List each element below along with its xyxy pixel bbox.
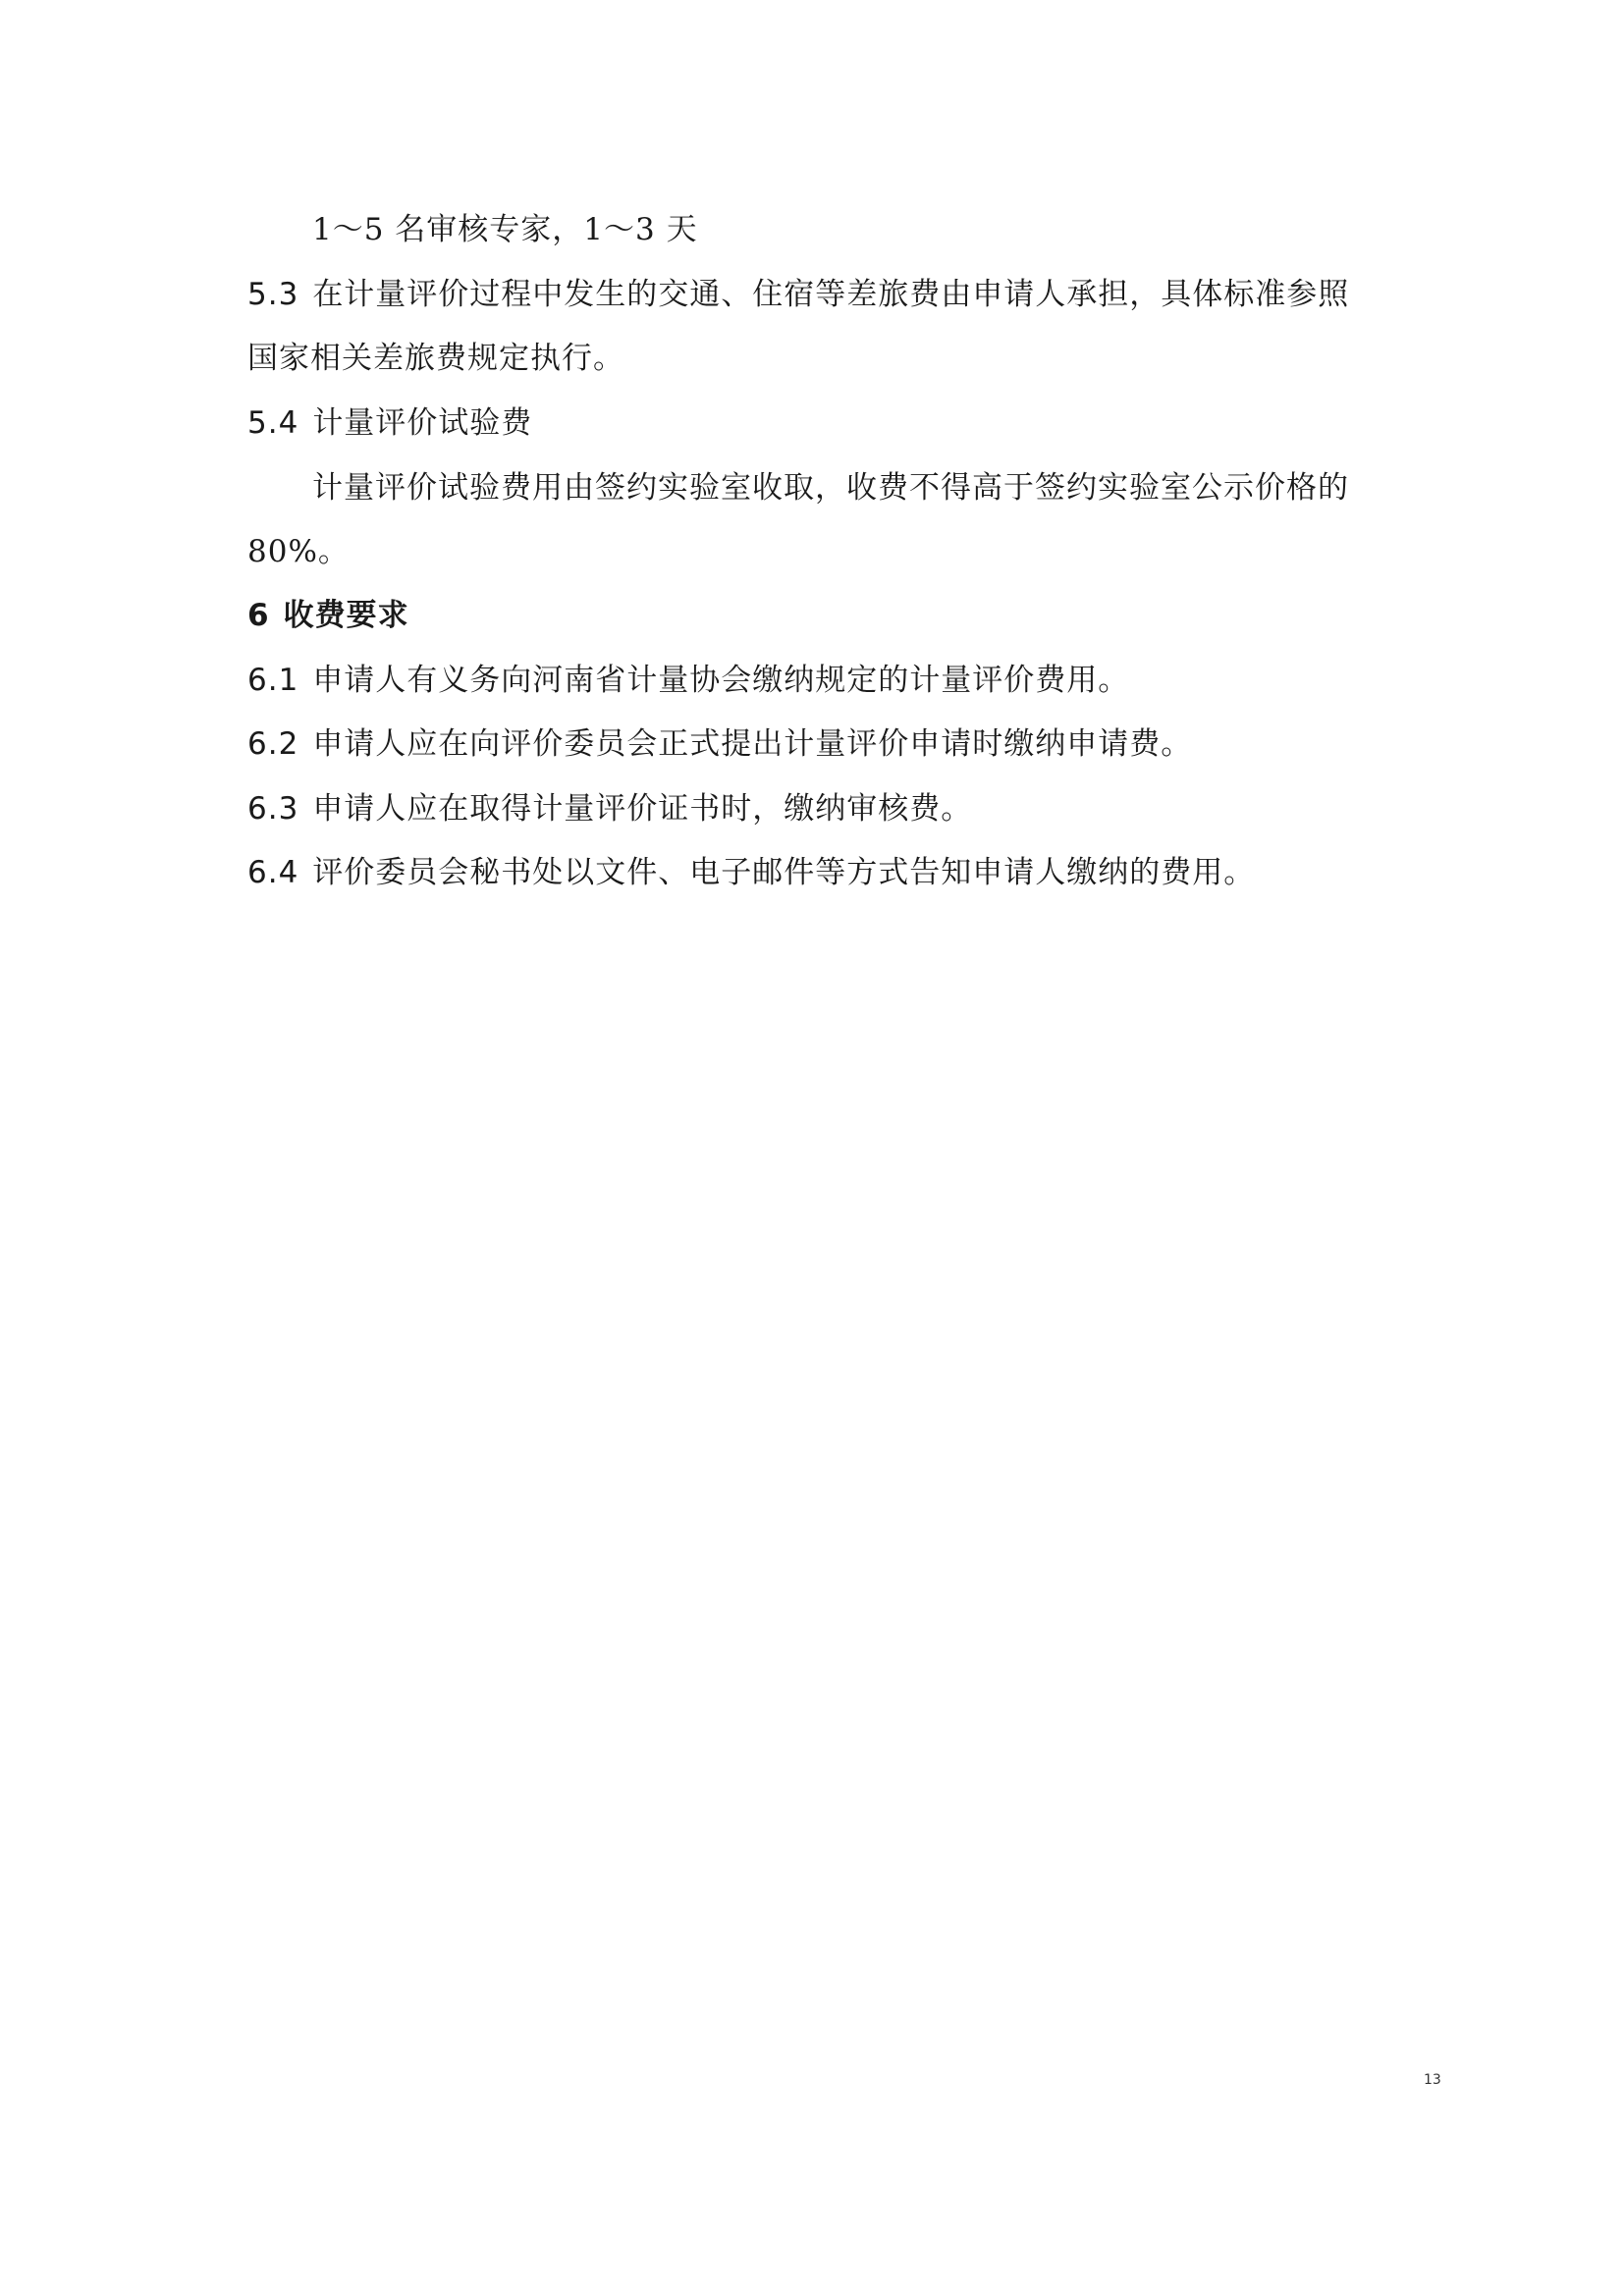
clause-6-4 xyxy=(247,853,1255,892)
section-heading-6 xyxy=(247,596,409,635)
clause-6-3 xyxy=(247,789,972,828)
clause-5-4 xyxy=(247,403,532,443)
line-text: 1～5 名审核专家，1～3 天 xyxy=(312,212,698,247)
page-number: 13 xyxy=(1424,2072,1441,2088)
clause-5-3-continued xyxy=(247,339,624,378)
clause-number: 6.4 xyxy=(247,855,299,890)
clause-5-4-body-continued xyxy=(247,532,350,571)
clause-text: 申请人应在取得计量评价证书时，缴纳审核费。 xyxy=(312,791,973,827)
clause-text: 计量评价试验费用由签约实验室收取，收费不得高于签约实验室公示价格的 xyxy=(312,470,1349,506)
clause-number: 6.2 xyxy=(247,726,299,762)
clause-text: 计量评价试验费 xyxy=(312,405,533,441)
clause-6-2 xyxy=(247,724,1192,764)
clause-6-1 xyxy=(247,661,1129,700)
clause-number: 5.4 xyxy=(247,405,299,441)
fee-detail-line xyxy=(312,210,698,249)
clause-number: 5.3 xyxy=(247,277,299,312)
clause-number: 6.3 xyxy=(247,791,299,827)
section-title: 收费要求 xyxy=(283,598,409,633)
clause-5-4-body xyxy=(312,468,1349,507)
clause-text: 申请人有义务向河南省计量协会缴纳规定的计量评价费用。 xyxy=(312,663,1130,698)
clause-text: 在计量评价过程中发生的交通、住宿等差旅费由申请人承担，具体标准参照 xyxy=(312,277,1350,312)
clause-text: 国家相关差旅费规定执行。 xyxy=(247,341,624,376)
clause-number: 6.1 xyxy=(247,663,299,698)
clause-text: 80%。 xyxy=(247,534,350,569)
clause-text: 评价委员会秘书处以文件、电子邮件等方式告知申请人缴纳的费用。 xyxy=(312,855,1256,890)
clause-5-3 xyxy=(247,275,1349,314)
section-number: 6 xyxy=(247,598,270,633)
clause-text: 申请人应在向评价委员会正式提出计量评价申请时缴纳申请费。 xyxy=(312,726,1193,762)
